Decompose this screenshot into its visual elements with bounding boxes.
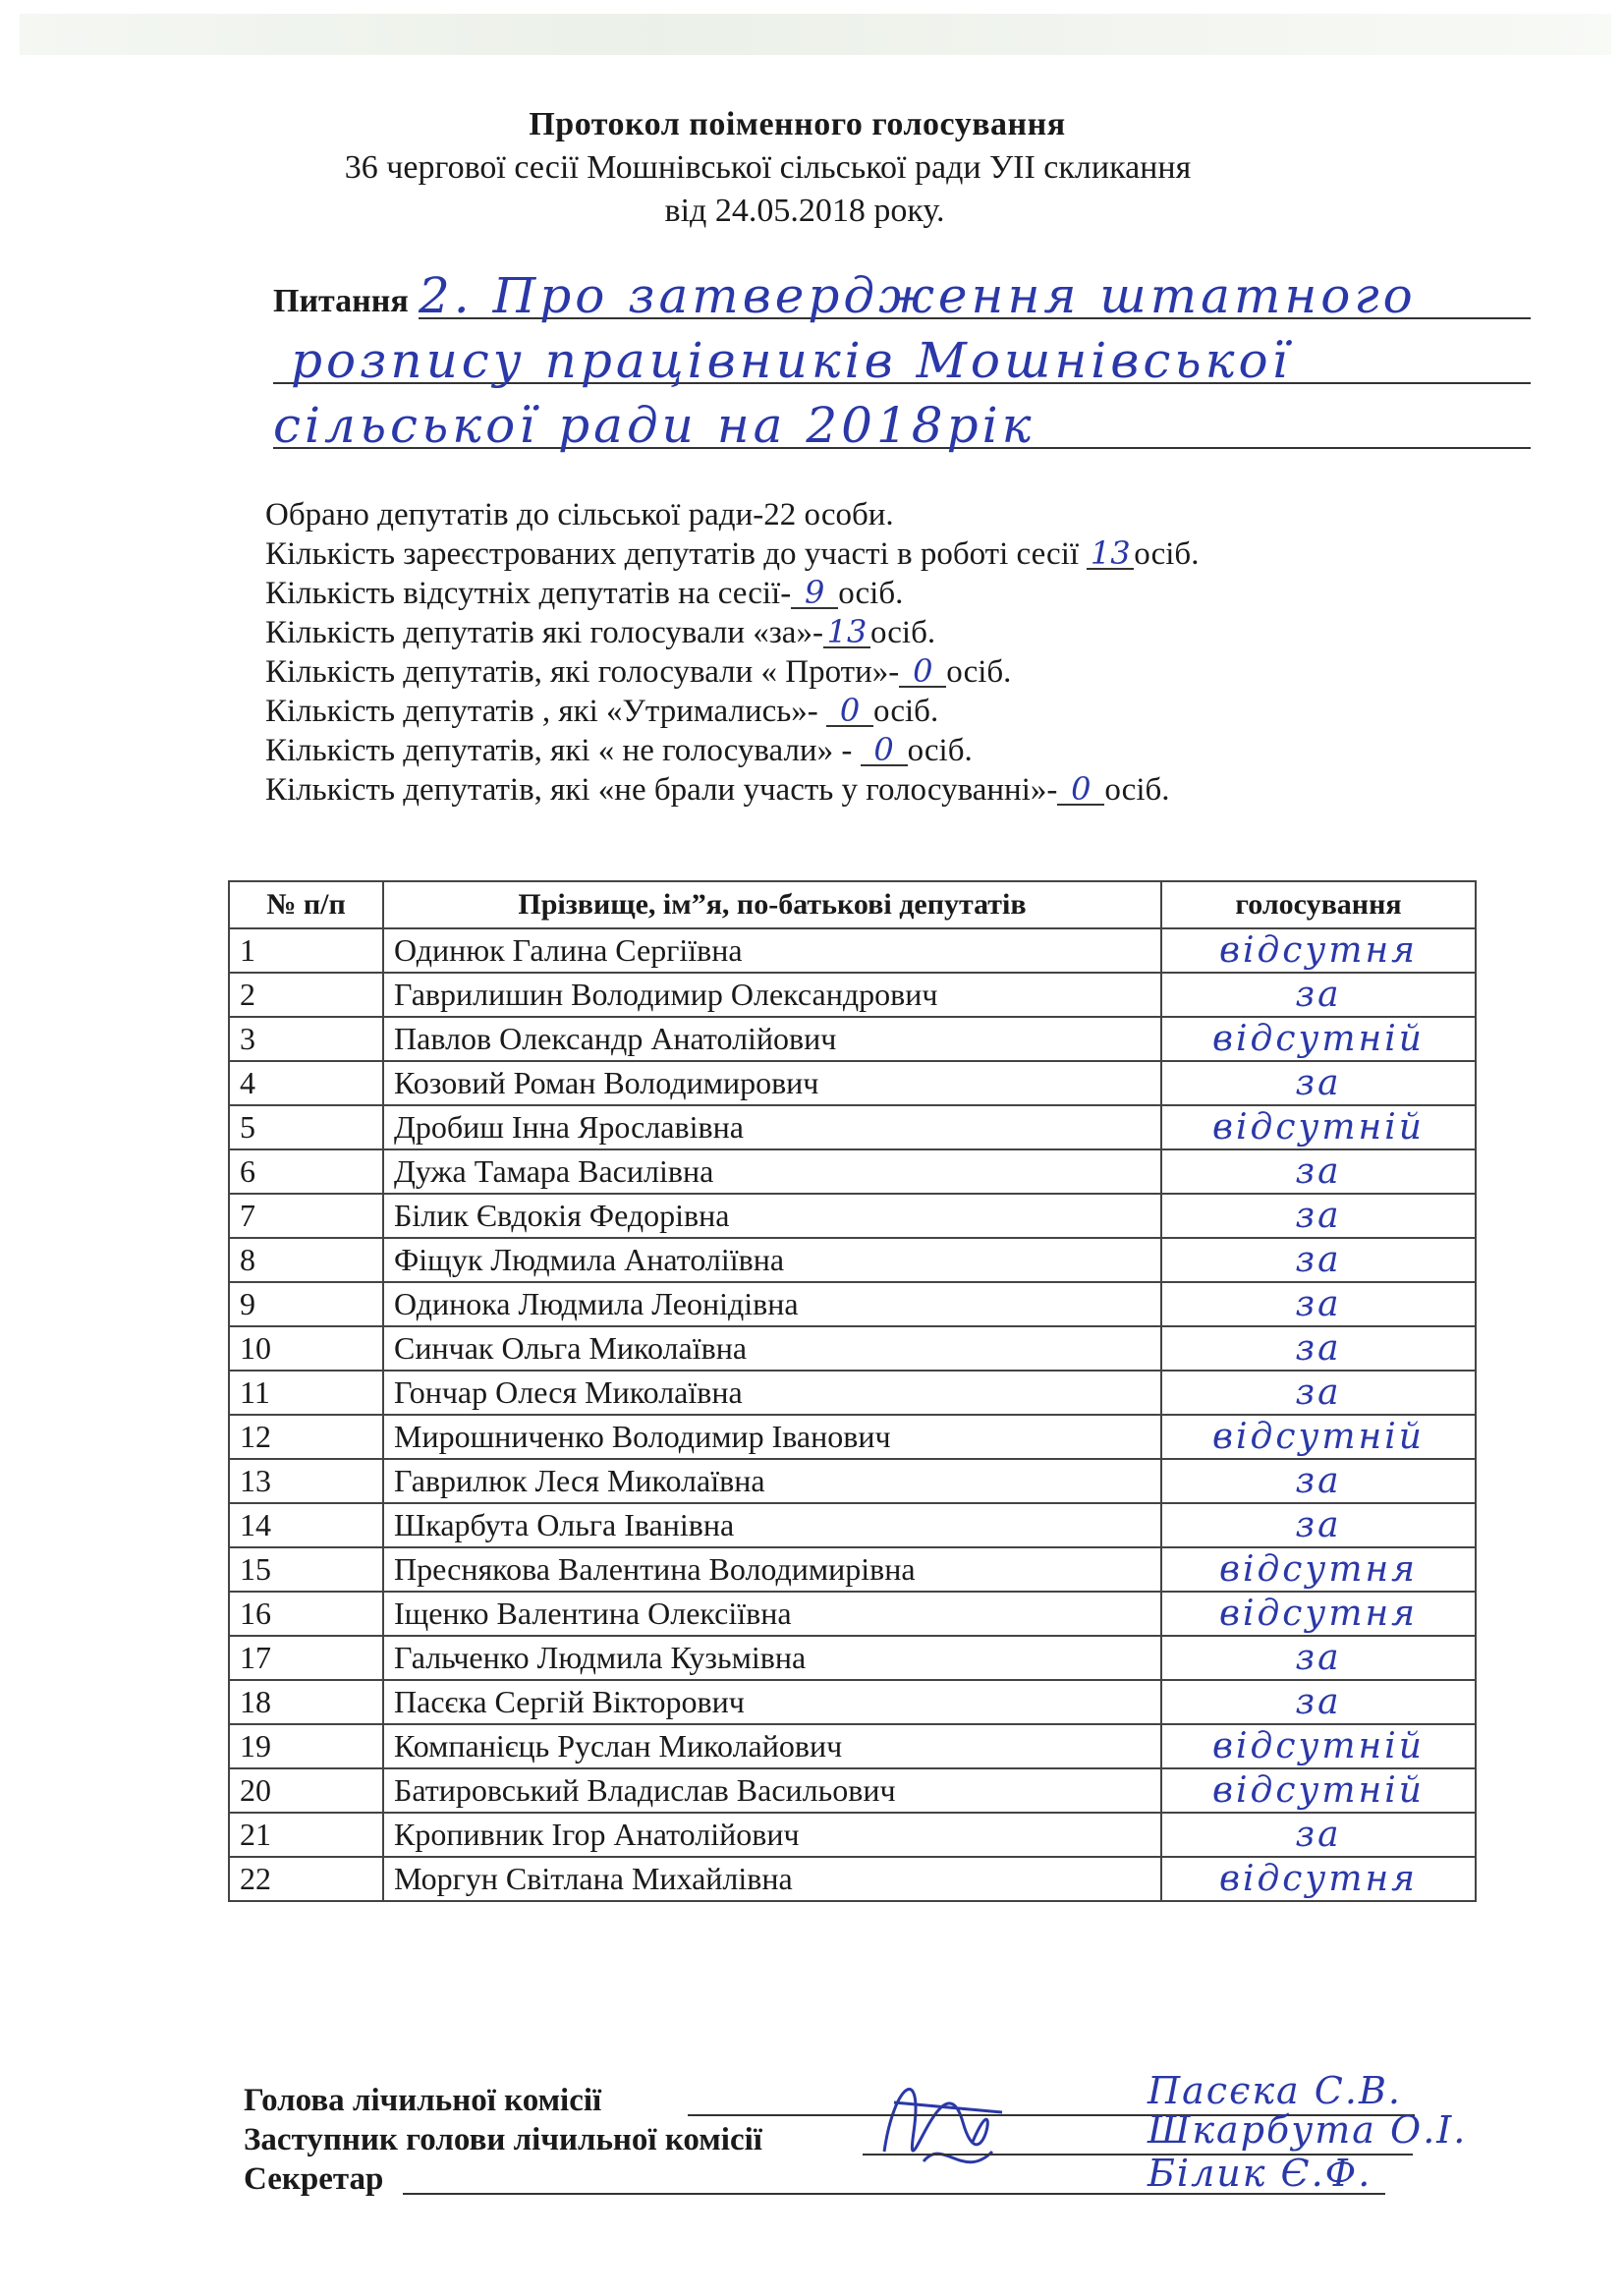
deputy-name: Кропивник Ігор Анатолійович xyxy=(383,1813,1161,1857)
deputy-name: Одинока Людмила Леонідівна xyxy=(383,1282,1161,1326)
row-number: 2 xyxy=(229,973,383,1017)
signature-row-secretary xyxy=(244,2152,1550,2201)
stat-unit: осіб. xyxy=(838,576,904,611)
vote-result: за xyxy=(1161,1194,1476,1238)
table-row xyxy=(229,1371,1476,1415)
table-row xyxy=(229,1017,1476,1061)
table-row xyxy=(229,1547,1476,1592)
stat-line xyxy=(265,770,1199,810)
row-number: 4 xyxy=(229,1061,383,1105)
vote-result: за xyxy=(1161,1061,1476,1105)
stat-line xyxy=(265,692,1199,731)
vote-result: відсутній xyxy=(1161,1415,1476,1459)
document-subtitle: 36 чергової сесії Мошнівської сільської ради УІІ скликання xyxy=(344,149,1192,186)
table-row xyxy=(229,928,1476,973)
vote-result: за xyxy=(1161,1282,1476,1326)
stat-unit: осіб. xyxy=(1104,772,1170,808)
vote-result: за xyxy=(1161,973,1476,1017)
vote-result: відсутній xyxy=(1161,1724,1476,1768)
table-row xyxy=(229,1149,1476,1194)
stat-line xyxy=(265,574,1199,613)
deputy-name: Мирошниченко Володимир Іванович xyxy=(383,1415,1161,1459)
row-number: 22 xyxy=(229,1857,383,1901)
row-number: 15 xyxy=(229,1547,383,1592)
deputy-name: Дробиш Інна Ярославівна xyxy=(383,1105,1161,1149)
row-number: 5 xyxy=(229,1105,383,1149)
row-number: 17 xyxy=(229,1636,383,1680)
table-row xyxy=(229,1326,1476,1371)
row-number: 16 xyxy=(229,1592,383,1636)
row-number: 6 xyxy=(229,1149,383,1194)
row-number: 13 xyxy=(229,1459,383,1503)
deputy-name: Компанієць Руслан Миколайович xyxy=(383,1724,1161,1768)
stat-text: Кількість депутатів, які голосували « Проти»- xyxy=(265,654,900,690)
table-row xyxy=(229,1768,1476,1813)
table-row xyxy=(229,1282,1476,1326)
scan-edge-artifact xyxy=(20,14,1611,55)
document-date: від 24.05.2018 року. xyxy=(664,193,945,229)
question-handwriting-line-3: сільської ради на 2018рік xyxy=(273,397,1036,454)
vote-result: за xyxy=(1161,1680,1476,1724)
vote-result: відсутня xyxy=(1161,1592,1476,1636)
row-number: 1 xyxy=(229,928,383,973)
deputy-name: Дужа Тамара Василівна xyxy=(383,1149,1161,1194)
stat-line xyxy=(265,731,1199,770)
stat-line xyxy=(265,534,1199,574)
row-number: 8 xyxy=(229,1238,383,1282)
signature-block xyxy=(244,2069,1550,2201)
stat-unit: осіб. xyxy=(907,733,973,768)
chair-label: Голова лічильної комісії xyxy=(244,2083,602,2118)
stat-line xyxy=(265,613,1199,652)
row-number: 3 xyxy=(229,1017,383,1061)
stat-handwritten-value: 9 xyxy=(791,578,838,609)
stat-handwritten-value: 0 xyxy=(826,696,873,727)
deputy-name: Гончар Олеся Миколаївна xyxy=(383,1371,1161,1415)
stat-unit: осіб. xyxy=(873,694,939,729)
stat-text: Обрано депутатів до сільської ради-22 особи. xyxy=(265,497,894,532)
deputy-name: Пасєка Сергій Вікторович xyxy=(383,1680,1161,1724)
vote-result: за xyxy=(1161,1636,1476,1680)
table-row xyxy=(229,973,1476,1017)
table-row xyxy=(229,1061,1476,1105)
vote-result: за xyxy=(1161,1813,1476,1857)
table-row xyxy=(229,1105,1476,1149)
document-header xyxy=(0,106,1624,230)
row-number: 20 xyxy=(229,1768,383,1813)
secretary-label: Секретар xyxy=(244,2161,384,2197)
table-row xyxy=(229,1503,1476,1547)
stat-unit: осіб. xyxy=(869,615,936,650)
table-row xyxy=(229,1194,1476,1238)
row-number: 7 xyxy=(229,1194,383,1238)
vote-result: за xyxy=(1161,1503,1476,1547)
vote-statistics xyxy=(265,495,1199,810)
deputy-name: Козовий Роман Володимирович xyxy=(383,1061,1161,1105)
stat-handwritten-value: 0 xyxy=(1057,774,1104,806)
row-number: 9 xyxy=(229,1282,383,1326)
deputy-name: Гаврилюк Леся Миколаївна xyxy=(383,1459,1161,1503)
stat-unit: осіб. xyxy=(946,654,1012,690)
table-row xyxy=(229,1459,1476,1503)
table-header-row xyxy=(229,881,1476,928)
deputy-name: Фіщук Людмила Анатоліївна xyxy=(383,1238,1161,1282)
vote-result: за xyxy=(1161,1371,1476,1415)
vote-result: відсутня xyxy=(1161,928,1476,973)
vote-result: за xyxy=(1161,1149,1476,1194)
voting-table xyxy=(228,880,1477,1902)
vote-result: відсутній xyxy=(1161,1768,1476,1813)
deputy-name: Гальченко Людмила Кузьмівна xyxy=(383,1636,1161,1680)
stat-text: Кількість депутатів які голосували «за»- xyxy=(265,615,823,650)
row-number: 12 xyxy=(229,1415,383,1459)
stat-handwritten-value: 13 xyxy=(823,617,870,648)
deputy-name: Одинюк Галина Сергіївна xyxy=(383,928,1161,973)
question-handwriting-line-2: розпису працівників Мошнівської xyxy=(291,332,1292,389)
deputy-name: Шкарбута О.І. xyxy=(1148,2108,1468,2152)
stat-handwritten-value: 0 xyxy=(899,656,946,688)
chair-name: Пасєка С.В. xyxy=(1148,2069,1402,2112)
table-row xyxy=(229,1238,1476,1282)
header-name: Прізвище, ім”я, по-батькові депутатів xyxy=(383,881,1161,928)
deputy-name: Білик Євдокія Федорівна xyxy=(383,1194,1161,1238)
secretary-name: Білик Є.Ф. xyxy=(1148,2152,1372,2195)
header-vote: голосування xyxy=(1161,881,1476,928)
stat-text: Кількість відсутніх депутатів на сесії- xyxy=(265,576,792,611)
table-row xyxy=(229,1813,1476,1857)
deputy-name: Преснякова Валентина Володимирівна xyxy=(383,1547,1161,1592)
vote-result: за xyxy=(1161,1326,1476,1371)
document-title: Протокол поіменного голосування xyxy=(529,106,1066,142)
deputy-name: Батировський Владислав Васильович xyxy=(383,1768,1161,1813)
deputy-name: Моргун Світлана Михайлівна xyxy=(383,1857,1161,1901)
stat-text: Кількість зареєстрованих депутатів до участі в роботі сесії xyxy=(265,536,1088,572)
stat-unit: осіб. xyxy=(1134,536,1200,572)
table-row xyxy=(229,1680,1476,1724)
question-label: Питання xyxy=(273,283,409,319)
deputy-name: Синчак Ольга Миколаївна xyxy=(383,1326,1161,1371)
table-row xyxy=(229,1415,1476,1459)
vote-result: за xyxy=(1161,1459,1476,1503)
stat-text: Кількість депутатів, які « не голосували» - xyxy=(265,733,861,768)
deputy-label: Заступник голови лічильної комісії xyxy=(244,2122,762,2157)
deputy-name: Іщенко Валентина Олексіївна xyxy=(383,1592,1161,1636)
question-handwriting-line-1: 2. Про затвердження штатного xyxy=(419,267,1417,324)
stat-text: Кількість депутатів, які «не брали участь у голосуванні»- xyxy=(265,772,1058,808)
row-number: 21 xyxy=(229,1813,383,1857)
vote-result: за xyxy=(1161,1238,1476,1282)
row-number: 19 xyxy=(229,1724,383,1768)
vote-result: відсутній xyxy=(1161,1017,1476,1061)
stat-text: Кількість депутатів , які «Утримались»- xyxy=(265,694,827,729)
deputy-name: Павлов Олександр Анатолійович xyxy=(383,1017,1161,1061)
stat-handwritten-value: 13 xyxy=(1087,538,1134,570)
row-number: 10 xyxy=(229,1326,383,1371)
deputy-name: Гаврилишин Володимир Олександрович xyxy=(383,973,1161,1017)
vote-result: відсутня xyxy=(1161,1857,1476,1901)
table-row xyxy=(229,1636,1476,1680)
vote-result: відсутній xyxy=(1161,1105,1476,1149)
row-number: 14 xyxy=(229,1503,383,1547)
header-number: № п/п xyxy=(229,881,383,928)
stat-handwritten-value: 0 xyxy=(861,735,908,766)
vote-result: відсутня xyxy=(1161,1547,1476,1592)
deputy-name: Шкарбута Ольга Іванівна xyxy=(383,1503,1161,1547)
table-row xyxy=(229,1857,1476,1901)
row-number: 11 xyxy=(229,1371,383,1415)
table-row xyxy=(229,1724,1476,1768)
stat-line xyxy=(265,652,1199,692)
table-row xyxy=(229,1592,1476,1636)
stat-line xyxy=(265,495,1199,534)
row-number: 18 xyxy=(229,1680,383,1724)
